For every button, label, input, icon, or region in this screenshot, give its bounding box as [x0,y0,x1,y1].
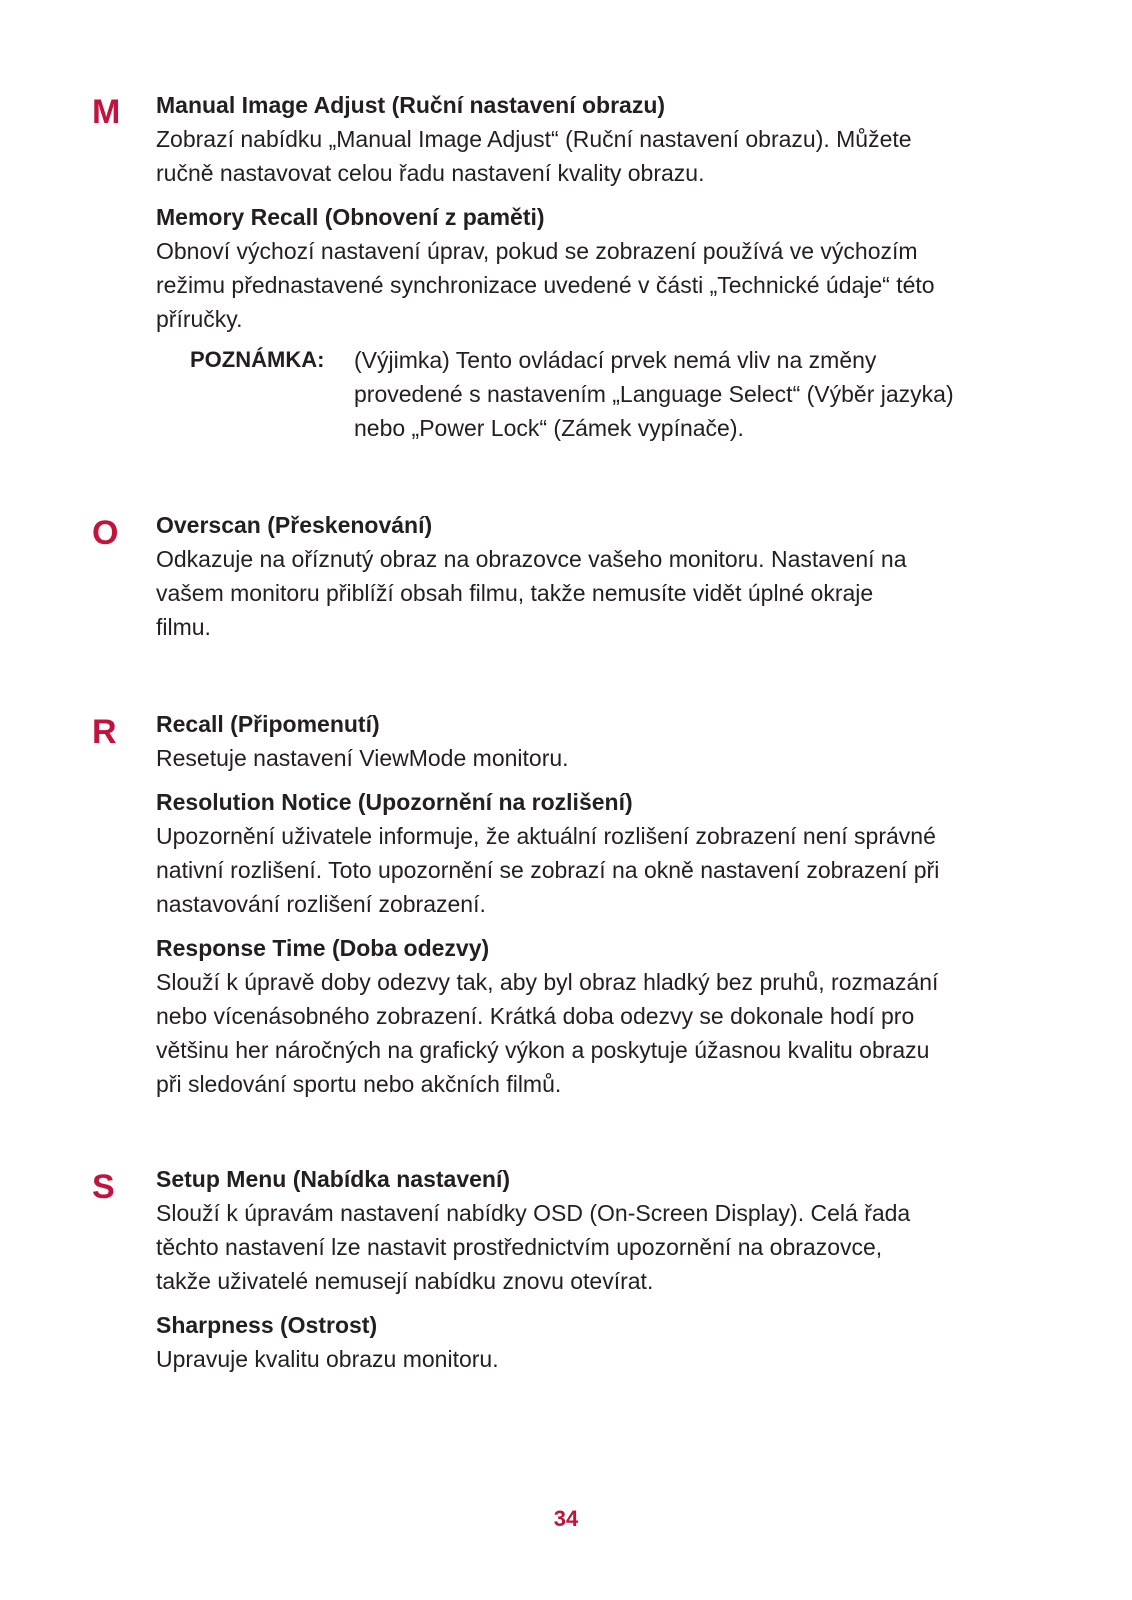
section-o [156,508,1056,654]
section-letter-r: R [92,713,117,751]
term-setup-menu: Setup Menu (Nabídka nastavení) [156,1166,511,1192]
desc-memory-recall: Obnoví výchozí nastavení úprav, pokud se zobrazení používá ve výchozím režimu přednastavené synchronizace uvedené v části „Technické údaje“ této příručky. [156,238,935,332]
section-letter-s: S [92,1168,115,1206]
desc-overscan: Odkazuje na oříznutý obraz na obrazovce vašeho monitoru. Nastavení na vašem monitoru přiblíží obsah filmu, takže nemusíte vidět úplné okraje filmu. [156,546,907,640]
note-box [190,343,1070,445]
note-label: POZNÁMKA: [190,347,325,372]
desc-manual-image-adjust: Zobrazí nabídku „Manual Image Adjust“ (Ruční nastavení obrazu). Můžete ručně nastavovat celou řadu nastavení kvality obrazu. [156,126,912,186]
section-m [156,88,1056,346]
note-text: (Výjimka) Tento ovládací prvek nemá vliv na změny provedené s nastavením „Language Select“ (Výběr jazyka) nebo „Power Lock“ (Zámek vypínače). [354,347,954,441]
desc-response-time: Slouží k úpravě doby odezvy tak, aby byl obraz hladký bez pruhů, rozmazání nebo vícenásobného zobrazení. Krátká doba odezvy se dokonale hodí pro většinu her náročných na grafický výkon a poskytuje úžasnou kvalitu obrazu při sledování sportu nebo akčních filmů. [156,969,939,1097]
desc-recall: Resetuje nastavení ViewMode monitoru. [156,745,569,771]
term-manual-image-adjust: Manual Image Adjust (Ruční nastavení obrazu) [156,92,666,118]
section-r [156,707,1056,1111]
term-response-time: Response Time (Doba odezvy) [156,935,490,961]
term-recall: Recall (Připomenutí) [156,711,380,737]
desc-setup-menu: Slouží k úpravám nastavení nabídky OSD (On-Screen Display). Celá řada těchto nastavení lze nastavit prostřednictvím upozornění na obrazovce, takže uživatelé nemusejí nabídku znovu otevírat. [156,1200,911,1294]
section-letter-o: O [92,514,119,552]
section-s [156,1162,1056,1386]
term-resolution-notice: Resolution Notice (Upozornění na rozlišení) [156,789,633,815]
desc-resolution-notice: Upozornění uživatele informuje, že aktuální rozlišení zobrazení není správné nativní rozlišení. Toto upozornění se zobrazí na okně nastavení zobrazení při nastavování rozlišení zobrazení. [156,823,940,917]
page-number: 34 [553,1506,579,1531]
term-overscan: Overscan (Přeskenování) [156,512,433,538]
section-letter-m: M [92,93,121,131]
desc-sharpness: Upravuje kvalitu obrazu monitoru. [156,1346,499,1372]
term-sharpness: Sharpness (Ostrost) [156,1312,378,1338]
term-memory-recall: Memory Recall (Obnovení z paměti) [156,204,545,230]
